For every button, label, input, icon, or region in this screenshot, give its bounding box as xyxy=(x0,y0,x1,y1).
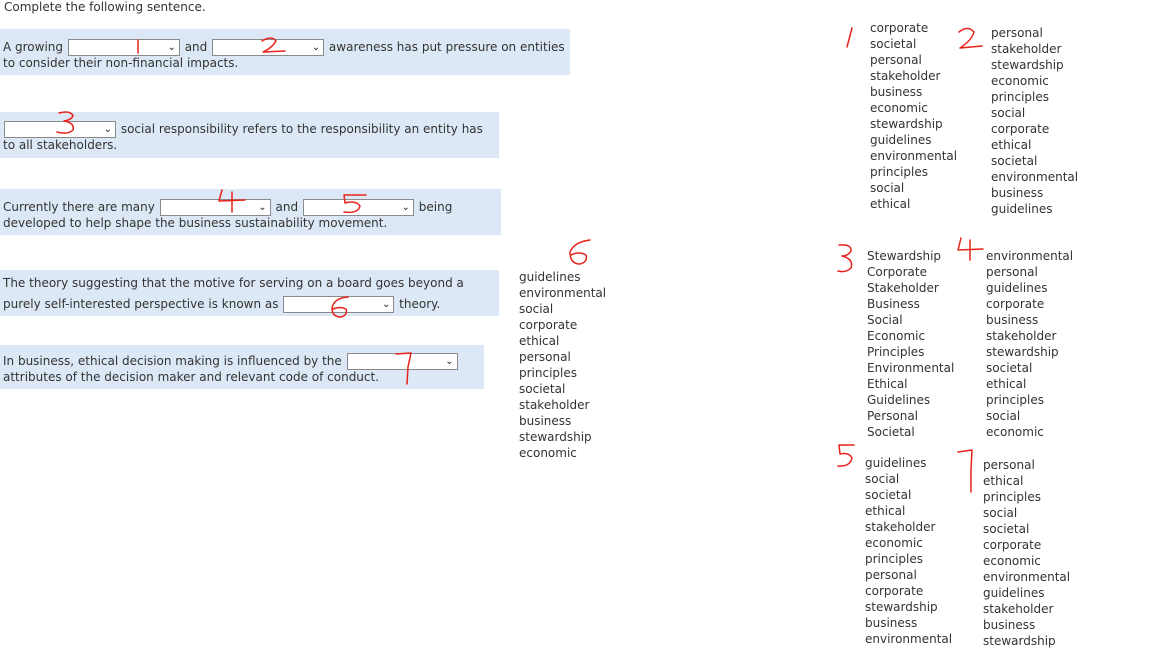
list-item: personal xyxy=(870,53,922,67)
list-item: economic xyxy=(983,554,1041,568)
list-item: Stakeholder xyxy=(867,281,939,295)
list-item: business xyxy=(986,313,1039,327)
list-item: ethical xyxy=(870,197,911,211)
q1-text-mid: and xyxy=(184,40,208,54)
list-item: Corporate xyxy=(867,265,927,279)
list-item: Social xyxy=(867,313,903,327)
list-item: personal xyxy=(519,350,571,364)
list-item: social xyxy=(870,181,905,195)
list-item: principles xyxy=(519,366,578,380)
list-item: societal xyxy=(983,522,1030,536)
word-list-3 xyxy=(867,248,954,440)
list-item: stewardship xyxy=(865,600,938,614)
list-item: corporate xyxy=(519,318,578,332)
chevron-down-icon: ⌄ xyxy=(103,124,112,135)
q2-blank-select[interactable] xyxy=(4,121,116,138)
list-item: environmental xyxy=(986,249,1074,263)
list-item: guidelines xyxy=(986,281,1048,295)
list-item: economic xyxy=(991,74,1049,88)
list-item: economic xyxy=(865,536,923,550)
handwritten-2-icon xyxy=(954,26,986,58)
question-3 xyxy=(0,189,501,235)
list-item: stewardship xyxy=(991,58,1064,72)
list-item: business xyxy=(865,616,918,630)
q4-blank-select[interactable] xyxy=(283,296,394,313)
handwritten-3-icon xyxy=(834,242,860,276)
list-item: stakeholder xyxy=(519,398,590,412)
list-item: ethical xyxy=(983,474,1024,488)
list-item: principles xyxy=(991,90,1050,104)
list-item: stakeholder xyxy=(983,602,1054,616)
list-item: ethical xyxy=(865,504,906,518)
list-item: societal xyxy=(986,361,1033,375)
handwritten-7-icon xyxy=(955,446,977,496)
list-item: principles xyxy=(870,165,929,179)
list-item: social xyxy=(519,302,554,316)
q4-text-after: theory. xyxy=(399,297,441,311)
list-item: environmental xyxy=(519,286,607,300)
q1-blank-1-select[interactable] xyxy=(68,39,180,56)
handwritten-6-icon xyxy=(562,236,594,270)
chevron-down-icon: ⌄ xyxy=(445,356,454,367)
handwritten-5-icon xyxy=(832,442,858,472)
q3-text-line2: developed to help shape the business sustainability movement. xyxy=(3,216,388,230)
list-item: social xyxy=(865,472,900,486)
list-item: principles xyxy=(983,490,1042,504)
word-list-1 xyxy=(870,20,957,212)
q3-blank-1-select[interactable] xyxy=(160,199,271,216)
chevron-down-icon: ⌄ xyxy=(401,202,410,213)
list-item: corporate xyxy=(986,297,1045,311)
list-item: personal xyxy=(865,568,917,582)
q1-blank-2-select[interactable] xyxy=(212,39,324,56)
list-item: economic xyxy=(870,101,928,115)
list-item: personal xyxy=(986,265,1038,279)
list-item: ethical xyxy=(986,377,1027,391)
list-item: societal xyxy=(865,488,912,502)
q5-text-line2: attributes of the decision maker and relevant code of conduct. xyxy=(3,370,380,384)
list-item: environmental xyxy=(983,570,1071,584)
list-item: Environmental xyxy=(867,361,955,375)
q5-text-before: In business, ethical decision making is influenced by the xyxy=(3,354,342,368)
list-item: ethical xyxy=(991,138,1032,152)
list-item: corporate xyxy=(870,21,929,35)
chevron-down-icon: ⌄ xyxy=(381,299,391,310)
list-item: business xyxy=(983,618,1036,632)
list-item: social xyxy=(983,506,1018,520)
word-list-5 xyxy=(865,455,952,647)
list-item: stewardship xyxy=(519,430,592,444)
list-item: societal xyxy=(870,37,917,51)
word-list-2 xyxy=(991,25,1078,217)
list-item: economic xyxy=(986,425,1044,439)
q1-text-before: A growing xyxy=(3,40,64,54)
list-item: Guidelines xyxy=(867,393,931,407)
q2-text-line2: to all stakeholders. xyxy=(3,138,118,152)
list-item: ethical xyxy=(519,334,560,348)
question-1 xyxy=(0,29,570,75)
list-item: social xyxy=(991,106,1026,120)
handwritten-1-icon xyxy=(843,26,855,50)
list-item: guidelines xyxy=(865,456,927,470)
list-item: guidelines xyxy=(870,133,932,147)
list-item: business xyxy=(519,414,572,428)
list-item: stakeholder xyxy=(870,69,941,83)
list-item: personal xyxy=(991,26,1043,40)
list-item: Stewardship xyxy=(867,249,942,263)
list-item: Personal xyxy=(867,409,919,423)
q1-text-after: awareness has put pressure on entities xyxy=(328,40,565,54)
handwritten-4-icon xyxy=(955,236,985,262)
list-item: personal xyxy=(983,458,1035,472)
list-item: environmental xyxy=(991,170,1079,184)
q4-text-line1: The theory suggesting that the motive for serving on a board goes beyond a xyxy=(3,276,464,290)
list-item: corporate xyxy=(865,584,924,598)
list-item: environmental xyxy=(865,632,953,646)
word-list-4 xyxy=(986,248,1073,440)
chevron-down-icon: ⌄ xyxy=(167,42,176,53)
question-4 xyxy=(0,270,499,316)
chevron-down-icon: ⌄ xyxy=(258,202,267,213)
list-item: business xyxy=(991,186,1044,200)
list-item: environmental xyxy=(870,149,958,163)
list-item: stakeholder xyxy=(986,329,1057,343)
chevron-down-icon: ⌄ xyxy=(311,42,321,53)
list-item: stakeholder xyxy=(991,42,1062,56)
instruction-text: Complete the following sentence. xyxy=(4,0,206,14)
list-item: stewardship xyxy=(983,634,1056,648)
q1-text-line2: to consider their non-financial impacts. xyxy=(3,56,239,70)
q5-blank-select[interactable] xyxy=(347,353,458,370)
q3-text-mid: and xyxy=(275,200,299,214)
list-item: principles xyxy=(986,393,1045,407)
q3-text-before: Currently there are many xyxy=(3,200,155,214)
list-item: corporate xyxy=(991,122,1050,136)
list-item: guidelines xyxy=(519,270,581,284)
list-item: Principles xyxy=(867,345,925,359)
list-item: societal xyxy=(991,154,1038,168)
list-item: stewardship xyxy=(986,345,1059,359)
q4-text-before: purely self-interested perspective is known as xyxy=(3,297,279,311)
list-item: stewardship xyxy=(870,117,943,131)
list-item: Societal xyxy=(867,425,915,439)
list-item: corporate xyxy=(983,538,1042,552)
list-item: guidelines xyxy=(991,202,1053,216)
q3-text-after: being xyxy=(418,200,453,214)
list-item: Economic xyxy=(867,329,926,343)
list-item: societal xyxy=(519,382,566,396)
list-item: economic xyxy=(519,446,577,460)
word-list-7 xyxy=(983,457,1070,649)
list-item: Business xyxy=(867,297,920,311)
list-item: social xyxy=(986,409,1021,423)
list-item: guidelines xyxy=(983,586,1045,600)
list-item: Ethical xyxy=(867,377,908,391)
list-item: principles xyxy=(865,552,924,566)
list-item: stakeholder xyxy=(865,520,936,534)
question-2 xyxy=(0,112,499,158)
word-list-6 xyxy=(519,269,606,461)
list-item: business xyxy=(870,85,923,99)
question-5 xyxy=(0,345,484,389)
q2-text-after: social responsibility refers to the responsibility an entity has xyxy=(120,122,483,136)
q3-blank-2-select[interactable] xyxy=(303,199,414,216)
